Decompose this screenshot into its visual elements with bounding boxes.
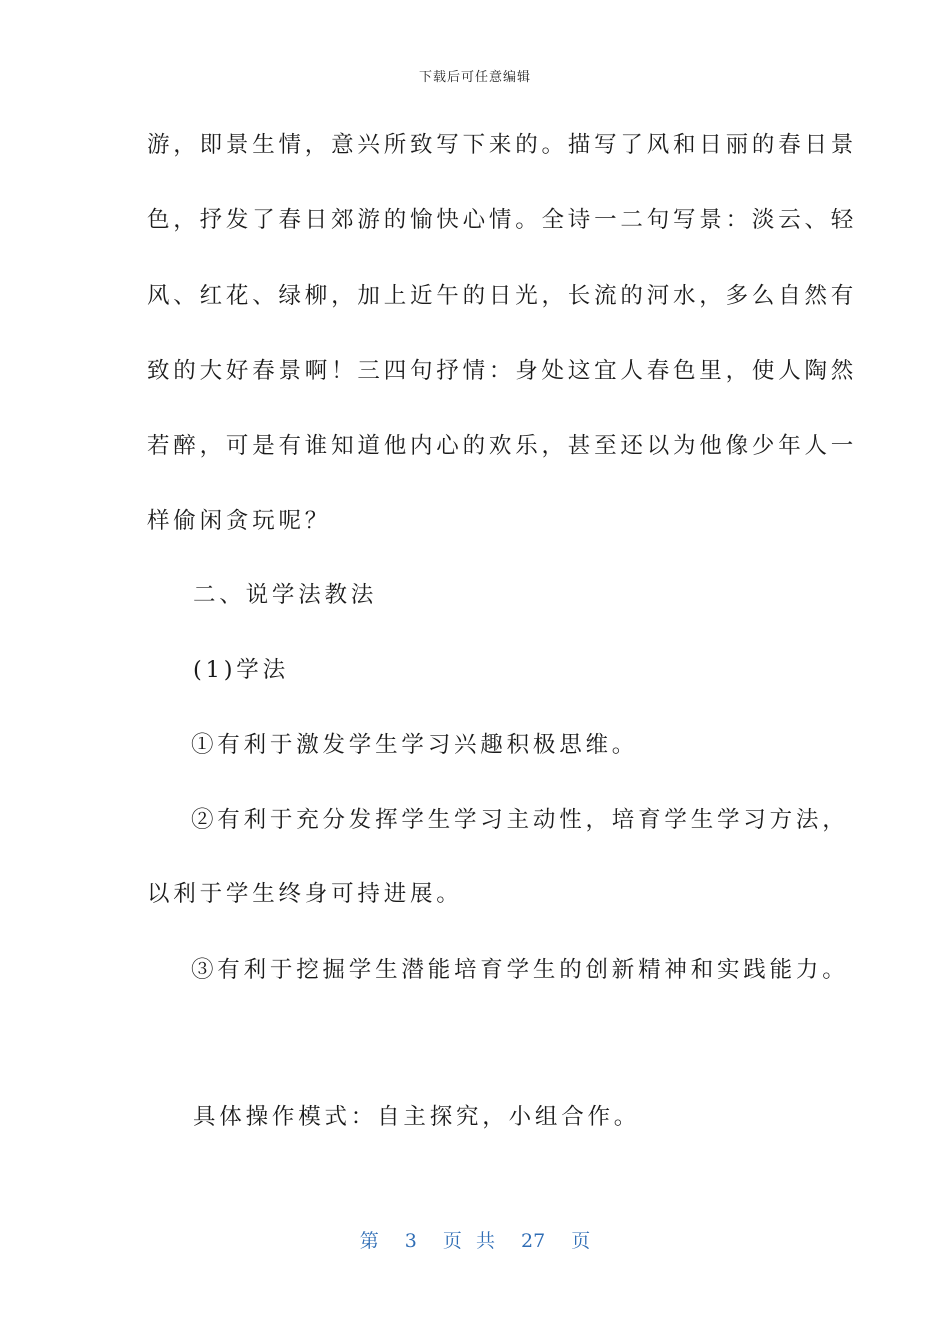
paragraph-line: 游，即景生情，意兴所致写下来的。描写了风和日丽的春日景 — [147, 132, 858, 158]
paragraph-line: 致的大好春景啊！三四句抒情：身处这宜人春色里，使人陶然 — [147, 358, 858, 384]
subsection-heading: (1)学法 — [193, 657, 289, 683]
paragraph-line: 色，抒发了春日郊游的愉快心情。全诗一二句写景：淡云、轻 — [147, 207, 858, 233]
footer-suffix: 页 — [571, 1230, 591, 1252]
paragraph-line: 若醉，可是有谁知道他内心的欢乐，甚至还以为他像少年人一 — [147, 433, 858, 459]
paragraph-line: 风、红花、绿柳，加上近午的日光，长流的河水，多么自然有 — [147, 283, 858, 309]
footer-prefix: 第 — [359, 1230, 379, 1252]
page-header: 下载后可任意编辑 — [418, 70, 531, 85]
operation-mode-text: 具体操作模式：自主探究，小组合作。 — [193, 1104, 641, 1130]
footer-middle: 页 共 — [442, 1230, 495, 1252]
footer-page-number: 3 — [404, 1230, 417, 1252]
paragraph-line: 样偷闲贪玩呢？ — [147, 508, 332, 534]
footer-total-pages: 27 — [521, 1230, 546, 1252]
list-item: ①有利于激发学生学习兴趣积极思维。 — [191, 732, 639, 758]
list-item-continuation: 以利于学生终身可持进展。 — [147, 881, 463, 907]
list-item: ②有利于充分发挥学生学习主动性，培育学生学习方法， — [191, 807, 849, 833]
list-item: ③有利于挖掘学生潜能培育学生的创新精神和实践能力。 — [191, 957, 849, 983]
section-heading: 二、说学法教法 — [193, 582, 378, 608]
page-footer — [0, 1226, 950, 1253]
